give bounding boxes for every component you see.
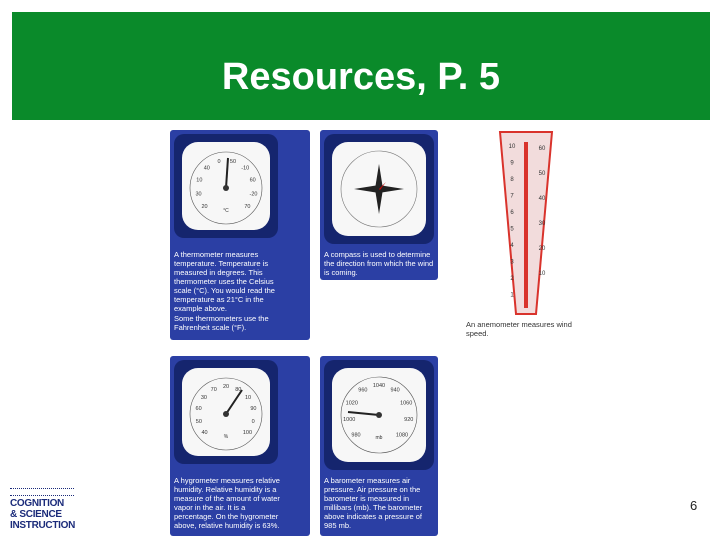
dial-label: 20: [222, 384, 230, 390]
dial-label: -20: [249, 191, 258, 198]
cognition-science-instruction-logo: [10, 488, 74, 532]
hygrometer-card: [170, 356, 310, 536]
logo-line-3: INSTRUCTION: [10, 520, 76, 531]
thermometer-caption-fahrenheit: Some thermometers use the Fahrenheit scale (°F).: [174, 314, 269, 332]
anemometer-right-tick: 30: [538, 221, 546, 227]
dial-label: -10: [241, 165, 250, 172]
anemometer-caption: An anemometer measures wind speed.: [466, 320, 572, 338]
anemometer-left-tick: 5: [510, 226, 514, 233]
dial-label: 1000: [343, 416, 356, 423]
thermometer-dial-graphic: [174, 134, 278, 238]
anemometer-left-tick: 2: [510, 276, 514, 282]
dial-label: 50: [195, 418, 202, 425]
dial-label: 940: [390, 387, 400, 394]
dial-label: 60: [195, 406, 202, 413]
dial-label: 80: [235, 386, 242, 393]
thermometer-card: [170, 130, 310, 340]
page-number: 6: [690, 498, 698, 513]
hygrometer-graphic: [174, 360, 278, 464]
dial-label: 980: [351, 432, 361, 439]
title-banner: [12, 12, 710, 120]
hygrometer-dial: [174, 360, 278, 464]
dial-label: 0: [217, 158, 221, 165]
compass-card: [320, 130, 438, 280]
anemometer-left-tick: 9: [510, 160, 514, 167]
logo-line-2: & SCIENCE: [10, 509, 62, 520]
anemometer-graphic: [496, 128, 556, 318]
dial-label: 100: [242, 429, 253, 436]
dial-label: 1060: [400, 400, 413, 407]
dial-label: 60: [249, 177, 256, 184]
dial-unit-label: °C: [223, 208, 229, 214]
dial-label: 960: [358, 387, 368, 394]
hygrometer-caption: A hygrometer measures relative humidity. Relative humidity is a measure of the amount of water vapor in the air. It is a percentage. On the hygrometer above, relative humidity is 63%.: [174, 476, 280, 530]
dial-label: 70: [210, 386, 217, 393]
dial-label: 40: [201, 429, 208, 436]
compass-dial: [324, 134, 434, 244]
logo-dotted-band: [10, 488, 74, 496]
anemometer-right-tick: 60: [538, 146, 546, 152]
dial-unit-label: %: [223, 434, 229, 440]
dial-unit-label: mb: [375, 435, 383, 441]
barometer-card: [320, 356, 438, 536]
anemometer-right-tick: 40: [538, 196, 546, 202]
dial-label: 10: [196, 177, 203, 184]
dial-label: 90: [250, 406, 257, 413]
anemometer-right-tick: 10: [538, 271, 546, 277]
anemometer-right-tick: 20: [538, 246, 546, 252]
anemometer-left-tick: 1: [510, 292, 514, 299]
dial-label: 0: [251, 418, 255, 425]
dial-label: 30: [200, 394, 207, 401]
dial-label: 40: [203, 165, 210, 172]
dial-label: 920: [404, 416, 414, 423]
dial-label: 1020: [345, 400, 358, 407]
anemometer-right-tick: 50: [538, 171, 546, 177]
anemometer-left-tick: 3: [510, 259, 514, 266]
anemometer-left-tick: 8: [510, 177, 514, 183]
dial-label: 70: [244, 203, 251, 210]
slide-title: Resources, P. 5: [221, 56, 501, 98]
dial-label: 10: [245, 394, 252, 401]
anemometer-left-tick: 6: [510, 210, 514, 216]
barometer-caption: A barometer measures air pressure. Air pressure on the barometer is measured in millibars (mb). The barometer above indicates a pressure of 985 mb.: [324, 476, 423, 530]
dial-label: 30: [195, 191, 202, 198]
barometer-dial: [324, 360, 434, 470]
logo-line-1: COGNITION: [10, 498, 64, 509]
barometer-graphic: [324, 360, 434, 470]
compass-caption: A compass is used to determine the direction from which the wind is coming.: [324, 250, 434, 277]
anemometer-left-tick: 4: [510, 243, 514, 249]
dial-label: 1080: [395, 432, 409, 439]
dial-label: 1040: [372, 383, 386, 389]
dial-label: 50: [229, 158, 237, 165]
thermometer-dial: [174, 134, 278, 238]
compass-graphic: [324, 134, 434, 244]
dial-label: 20: [201, 203, 208, 210]
thermometer-caption: A thermometer measures temperature. Temperature is measured in degrees. This thermometer uses the Celsius scale (°C). You would read the temperature as 21°C in the example above.: [174, 250, 275, 312]
anemometer-left-tick: 7: [510, 193, 514, 200]
anemometer-left-tick: 10: [508, 144, 516, 150]
